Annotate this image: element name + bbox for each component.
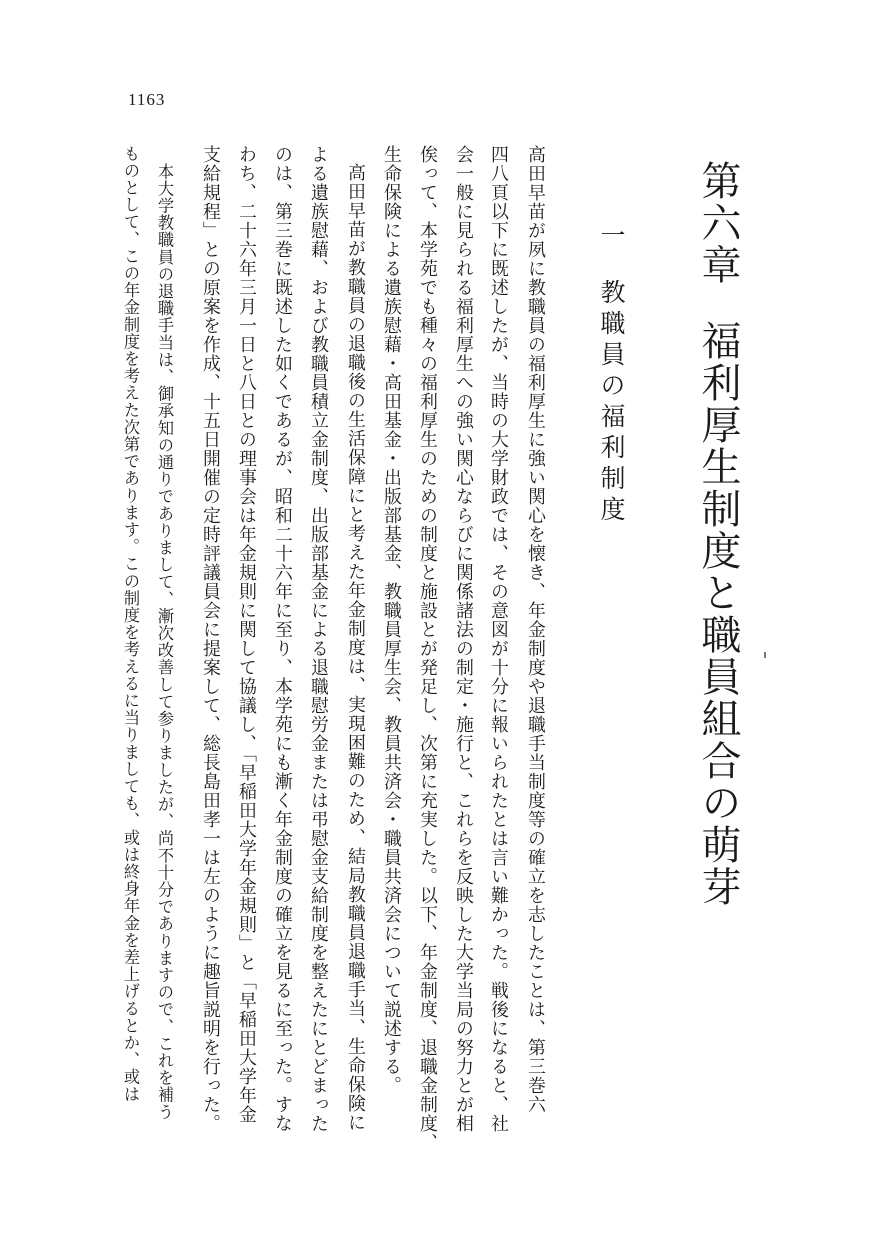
chapter-title bbox=[684, 160, 741, 1060]
body-line-5: 生命保険による遺族慰藉・高田基金・出版部基金、教職員厚生会、教員共済会・職員共済会について説述する。 bbox=[381, 145, 402, 1095]
body-line-6: 高田早苗が教職員の退職後の生活保障にと考えた年金制度は、実現困難のため、結局教職員退職手当、生命保険に bbox=[345, 163, 366, 1132]
section-title-text: 教職員の福利制度 bbox=[597, 279, 626, 527]
body-line-10: 支給規程」との原案を作成、十五日開催の定時評議員会に提案して、総長島田孝一は左のように趣旨説明を行った。 bbox=[200, 145, 221, 1133]
scan-speck bbox=[764, 652, 766, 658]
chapter-label: 第六章 bbox=[695, 160, 741, 286]
chapter-title-text: 福利厚生制度と職員組合の萌芽 bbox=[695, 320, 741, 908]
section-title bbox=[594, 222, 624, 782]
body-line-7: よる遺族慰藉、および教職員積立金制度、出版部基金による退職慰労金または弔慰金支給制度を整えたにとどまった bbox=[308, 145, 329, 1133]
body-line-1: 高田早苗が夙に教職員の福利厚生に強い関心を懐き、年金制度や退職手当制度等の確立を志したことは、第三巻六 bbox=[525, 145, 546, 1114]
body-line-3: 会一般に見られる福利厚生への強い関心ならびに関係諸法の制定・施行と、これらを反映した大学当局の努力とが相 bbox=[453, 145, 474, 1133]
page-number: 1163 bbox=[128, 90, 166, 109]
section-number: 一 bbox=[597, 222, 626, 253]
body-line-9: わち、二十六年三月一日と八日との理事会は年金規則に関して協議し、「早稲田大学年金規則」と「早稲田大学年金 bbox=[236, 145, 257, 1125]
body-line-8: のは、第三巻に既述した如くであるが、昭和二十六年に至り、本学苑にも漸く年金制度の確立を見るに至った。すな bbox=[272, 145, 293, 1133]
quote-line-2: ものとして、この年金制度を考えた次第であります。この制度を考えるに当りましても、或は終身年金を差上げるとか、或は bbox=[121, 145, 140, 1103]
body-line-4: 俟って、本学苑でも種々の福利厚生のための制度と施設とが発足し、次第に充実した。以下、年金制度、退職金制度、 bbox=[417, 145, 438, 1152]
quote-line-1: 本大学教職員の退職手当は、御承知の通りでありまして、漸次改善して参りましたが、尚不十分でありますので、これを補う bbox=[155, 163, 174, 1121]
body-line-2: 四八頁以下に既述したが、当時の大学財政では、その意図が十分に報いられたとは言い難かった。戦後になると、社 bbox=[488, 145, 509, 1133]
